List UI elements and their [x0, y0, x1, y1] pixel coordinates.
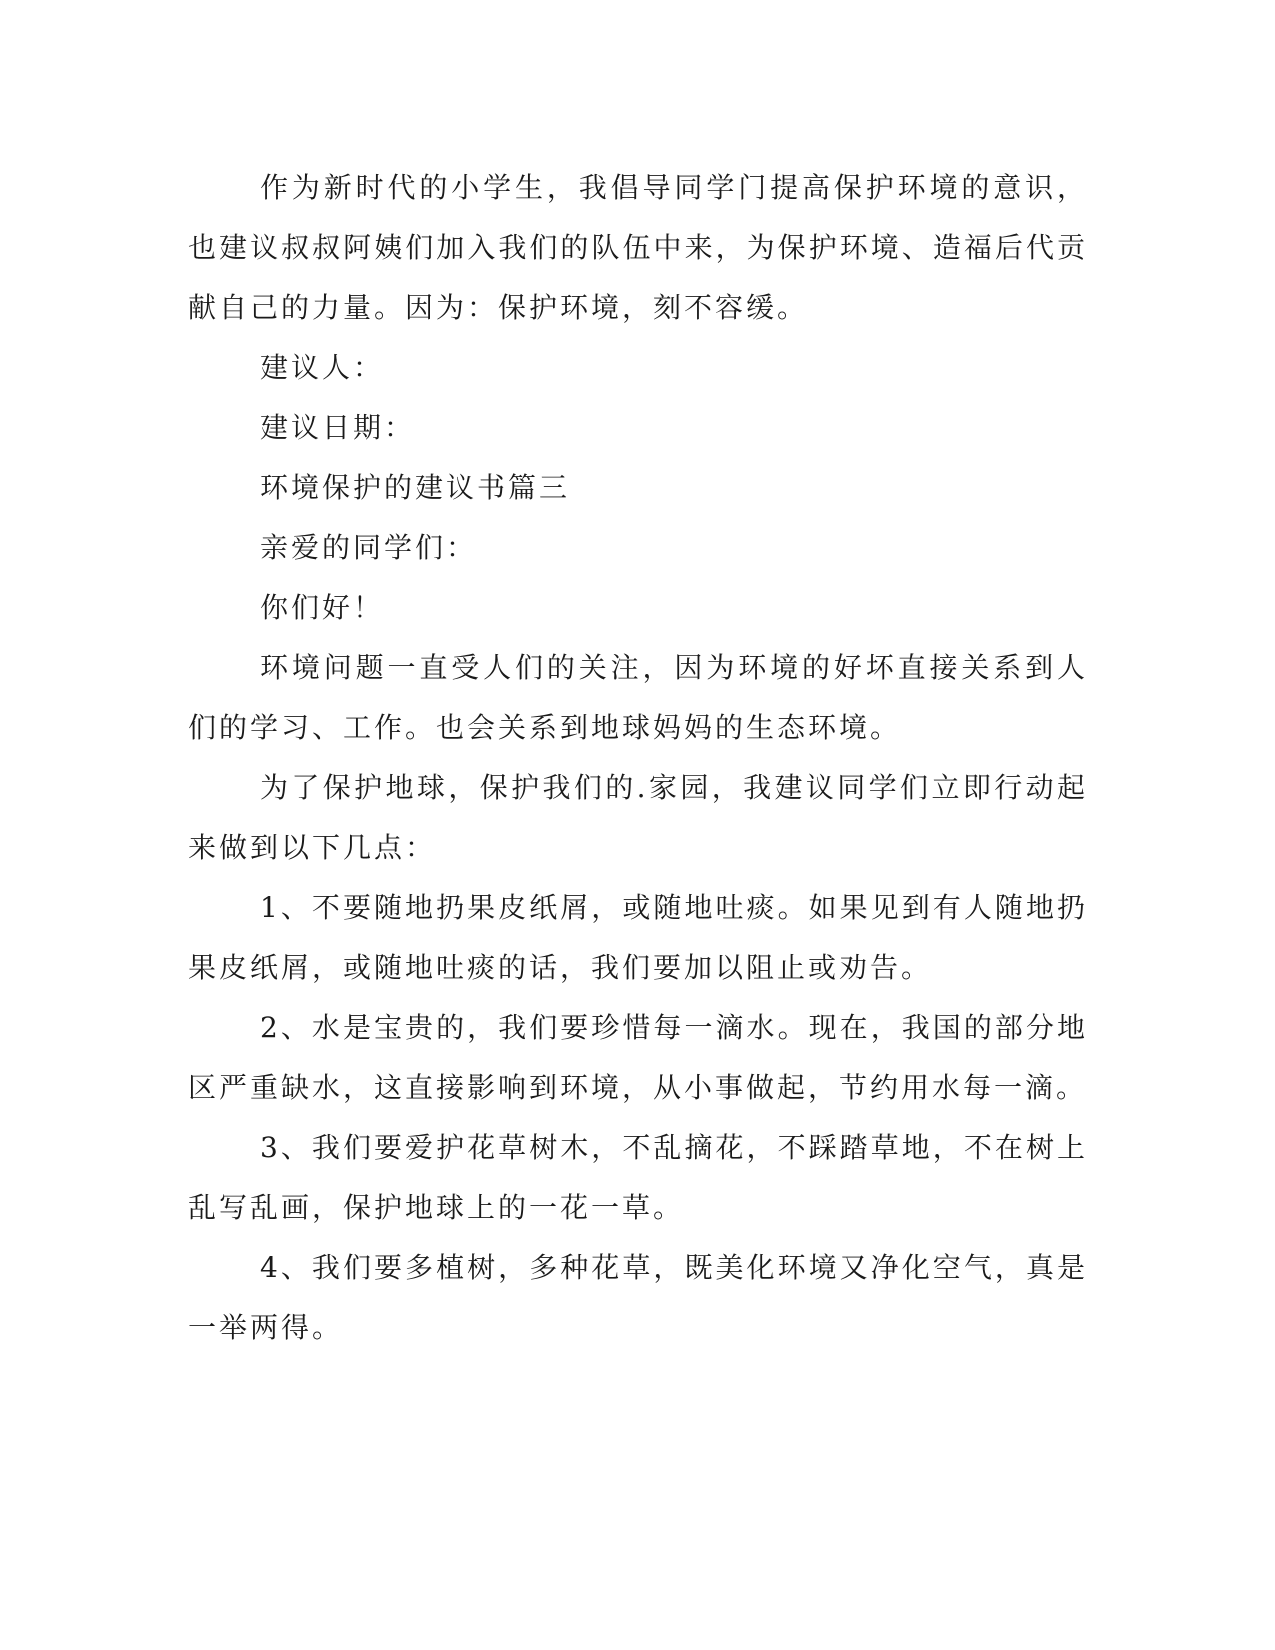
paragraph-proposal-closing: 作为新时代的小学生，我倡导同学门提高保护环境的意识，也建议叔叔阿姨们加入我们的队伍中来，为保护环境、造福后代贡献自己的力量。因为：保护环境，刻不容缓。 — [188, 171, 1088, 324]
paragraph-intro: 环境问题一直受人们的关注，因为环境的好坏直接关系到人们的学习、工作。也会关系到地球妈妈的生态环境。 — [188, 651, 1088, 744]
list-item-4: 4、我们要多植树，多种花草，既美化环境又净化空气，真是一举两得。 — [188, 1251, 1088, 1344]
list-item-1: 1、不要随地扔果皮纸屑，或随地吐痰。如果见到有人随地扔果皮纸屑，或随地吐痰的话，我们要加以阻止或劝告。 — [188, 891, 1088, 984]
list-item-2: 2、水是宝贵的，我们要珍惜每一滴水。现在，我国的部分地区严重缺水，这直接影响到环境，从小事做起，节约用水每一滴。 — [188, 1011, 1088, 1104]
document-body — [188, 158, 1088, 1358]
paragraph-proposer: 建议人： — [260, 351, 385, 384]
paragraph-call-to-action: 为了保护地球，保护我们的.家园，我建议同学们立即行动起来做到以下几点： — [188, 771, 1088, 864]
paragraph-proposal-date: 建议日期： — [260, 411, 416, 444]
paragraph-greeting: 你们好！ — [260, 591, 385, 624]
section-title: 环境保护的建议书篇三 — [260, 471, 571, 504]
list-item-3: 3、我们要爱护花草树木，不乱摘花，不踩踏草地，不在树上乱写乱画，保护地球上的一花一草。 — [188, 1131, 1088, 1224]
paragraph-salutation: 亲爱的同学们： — [260, 531, 478, 564]
